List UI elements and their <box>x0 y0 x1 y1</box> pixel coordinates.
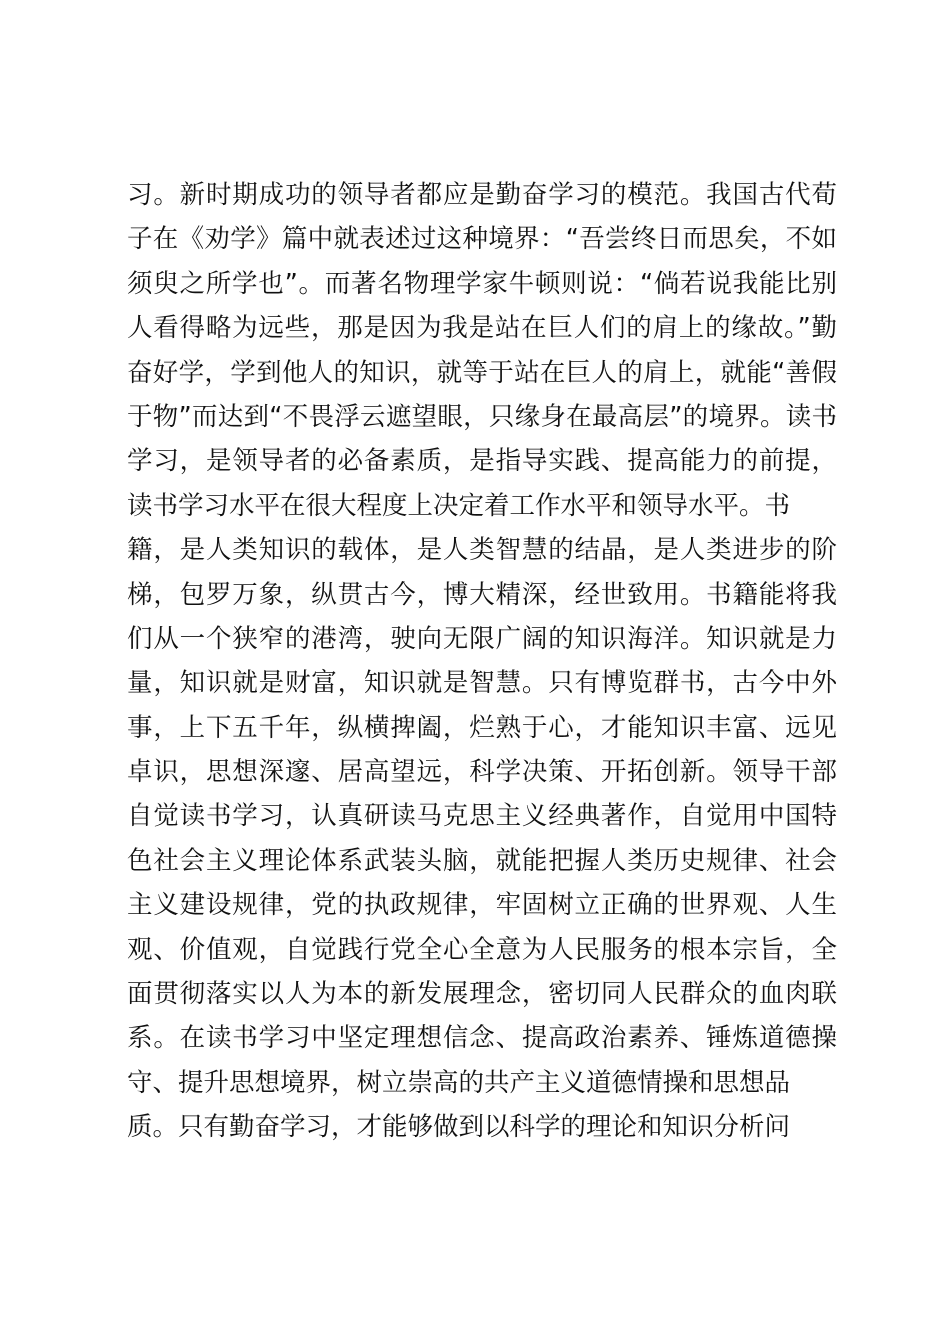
text-line: 主义建设规律，党的执政规律，牢固树立正确的世界观、人生 <box>127 890 837 921</box>
text-line: 量，知识就是财富，知识就是智慧。只有博览群书，古今中外 <box>127 668 837 699</box>
text-line: 观、价值观，自觉践行党全心全意为人民服务的根本宗旨，全 <box>127 934 837 965</box>
text-line: 守、提升思想境界，树立崇高的共产主义道德情操和思想品 <box>127 1067 791 1098</box>
text-line: 梯，包罗万象，纵贯古今，博大精深，经世致用。书籍能将我 <box>127 579 837 610</box>
text-line: 质。只有勤奋学习，才能够做到以科学的理论和知识分析问 <box>127 1112 791 1143</box>
text-line: 于物”而达到“不畏浮云遮望眼，只缘身在最高层”的境界。读书 <box>127 401 837 432</box>
text-line: 色社会主义理论体系武装头脑，就能把握人类历史规律、社会 <box>127 845 837 876</box>
text-line: 奋好学，学到他人的知识，就等于站在巨人的肩上，就能“善假 <box>127 357 837 388</box>
text-line: 人看得略为远些，那是因为我是站在巨人们的肩上的缘故。”勤 <box>127 313 837 344</box>
text-line: 自觉读书学习，认真研读马克思主义经典著作，自觉用中国特 <box>127 801 837 832</box>
text-line: 习。新时期成功的领导者都应是勤奋学习的模范。我国古代荀 <box>127 180 837 210</box>
text-line: 们从一个狭窄的港湾，驶向无限广阔的知识海洋。知识就是力 <box>127 623 837 654</box>
text-line: 面贯彻落实以人为本的新发展理念，密切同人民群众的血肉联 <box>127 979 837 1010</box>
text-line: 事，上下五千年，纵横捭阖，烂熟于心，才能知识丰富、远见 <box>127 712 837 743</box>
text-line: 系。在读书学习中坚定理想信念、提高政治素养、锤炼道德操 <box>127 1023 837 1054</box>
text-line: 子在《劝学》篇中就表述过这种境界：“吾尝终日而思矣，不如 <box>127 224 837 255</box>
text-line: 卓识，思想深邃、居高望远，科学决策、开拓创新。领导干部 <box>127 757 837 788</box>
body-paragraph <box>127 173 837 1150</box>
text-line: 籍，是人类知识的载体，是人类智慧的结晶，是人类进步的阶 <box>127 535 837 566</box>
text-line: 须臾之所学也”。而著名物理学家牛顿则说：“倘若说我能比别 <box>127 268 837 299</box>
text-line: 学习，是领导者的必备素质，是指导实践、提高能力的前提， <box>127 446 837 477</box>
text-line: 读书学习水平在很大程度上决定着工作水平和领导水平。书 <box>127 490 791 521</box>
